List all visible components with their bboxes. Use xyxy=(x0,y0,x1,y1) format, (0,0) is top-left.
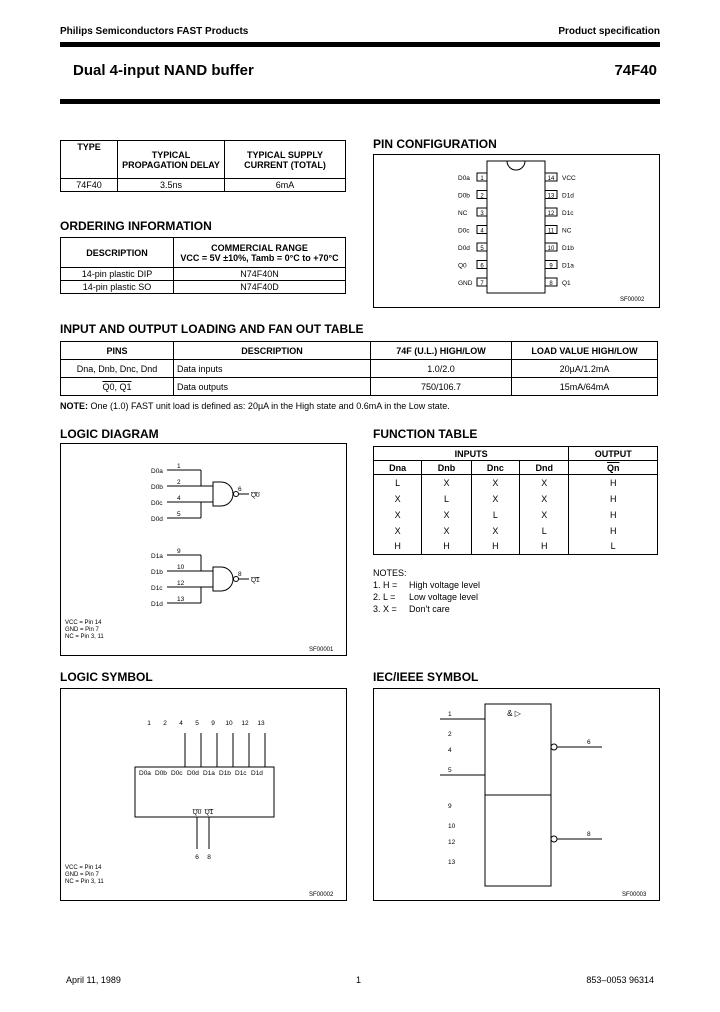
iec-negation-icon xyxy=(551,744,557,750)
iec-negation-icon xyxy=(551,836,557,842)
iec-symbol-box xyxy=(373,688,660,901)
loading-note-text: One (1.0) FAST unit load is defined as: 20µA in the High state and 0.6mA in the Low state. xyxy=(90,401,450,411)
ld-input-label: D0c xyxy=(151,500,163,507)
ft-cell: X xyxy=(422,523,471,539)
logic-symbol-box xyxy=(60,688,347,901)
ft-note-num: 2. xyxy=(373,592,381,602)
loading-title: INPUT AND OUTPUT LOADING AND FAN OUT TABLE xyxy=(60,322,364,336)
current-header: TYPICAL SUPPLY CURRENT (TOTAL) xyxy=(225,141,346,179)
logic-diagram-box xyxy=(60,443,347,656)
pin-number-right: 8 xyxy=(549,281,553,287)
ld-power-note: GND = Pin 7 xyxy=(65,627,99,633)
ft-row xyxy=(374,507,658,523)
loading-pins: Dna, Dnb, Dnc, Dnd xyxy=(61,360,174,378)
ft-row xyxy=(374,523,658,539)
loading-header-ul: 74F (U.L.) HIGH/LOW xyxy=(371,342,512,360)
ls-input-label: D0a xyxy=(139,770,151,777)
ft-cell: X xyxy=(374,507,422,523)
ld-input-pin: 1 xyxy=(177,463,181,470)
ls-input-pin: 13 xyxy=(257,720,265,727)
ls-code: SF00002 xyxy=(309,892,334,898)
ls-input-label: D0c xyxy=(171,770,183,777)
ld-output-pin: 8 xyxy=(238,571,242,578)
pin-config-code: SF00002 xyxy=(620,297,645,303)
ft-cell: X xyxy=(520,507,569,523)
loading-header-desc: DESCRIPTION xyxy=(174,342,371,360)
ld-input-pin: 10 xyxy=(177,564,185,571)
ls-input-label: D0d xyxy=(187,770,199,777)
ld-input-pin: 12 xyxy=(177,580,185,587)
ft-note-key: X = xyxy=(383,604,397,614)
loading-desc: Data inputs xyxy=(174,360,371,378)
iec-input-pin: 10 xyxy=(448,823,456,830)
ft-note-text: High voltage level xyxy=(409,580,481,590)
iec-input-pin: 12 xyxy=(448,839,456,846)
ls-input-label: D1a xyxy=(203,770,215,777)
ft-cell: X xyxy=(520,475,569,491)
loading-header-pins: PINS xyxy=(61,342,174,360)
loading-header-load: LOAD VALUE HIGH/LOW xyxy=(512,342,658,360)
ft-cell: X xyxy=(471,523,519,539)
logic-symbol-svg xyxy=(61,689,346,900)
ld-input-label: D0a xyxy=(151,468,163,475)
pin-label-right: D1a xyxy=(562,262,574,270)
type-cell: 74F40 xyxy=(61,179,118,192)
delay-cell: 3.5ns xyxy=(118,179,225,192)
ls-input-pin: 10 xyxy=(225,720,233,727)
pin-number-right: 13 xyxy=(547,193,555,200)
ft-col-header: Dnc xyxy=(471,461,519,475)
ordering-desc-header: DESCRIPTION xyxy=(61,238,174,268)
logic-diagram-svg xyxy=(61,444,346,655)
ft-col-header: $\overline{Qn}$ xyxy=(569,461,658,475)
pin-number-left: 2 xyxy=(480,193,484,200)
ls-input-pin: 5 xyxy=(195,720,199,727)
ld-input-pin: 5 xyxy=(177,511,181,518)
iec-input-pin: 2 xyxy=(448,731,452,738)
delay-header: TYPICAL PROPAGATION DELAY xyxy=(118,141,225,179)
ld-input-pin: 2 xyxy=(177,479,181,486)
pin-label-left: NC xyxy=(458,210,468,217)
ft-inputs-header: INPUTS xyxy=(374,447,569,461)
loading-pins: Q0, Q1 xyxy=(61,378,174,396)
ft-cell: L xyxy=(471,507,519,523)
iec-symbol-title: IEC/IEEE SYMBOL xyxy=(373,670,479,684)
ft-cell: L xyxy=(422,491,471,507)
header-doc-type: Product specification xyxy=(558,26,660,37)
ft-cell: L xyxy=(374,475,422,491)
ls-power-note: VCC = Pin 14 xyxy=(65,865,102,871)
ft-cell: X xyxy=(471,491,519,507)
pin-number-right: 10 xyxy=(547,246,555,252)
ft-cell: X xyxy=(422,475,471,491)
pin-number-right: 11 xyxy=(547,228,555,235)
ft-cell: H xyxy=(520,539,569,555)
pin-label-right: NC xyxy=(562,227,572,235)
ft-cell: H xyxy=(374,539,422,555)
ld-input-pin: 13 xyxy=(177,596,185,603)
pin-label-left: D0b xyxy=(458,192,470,200)
type-table xyxy=(60,140,346,192)
pin-config-diagram xyxy=(374,155,659,307)
loading-desc: Data outputs xyxy=(174,378,371,396)
ft-cell: H xyxy=(471,539,519,555)
pin-number-left: 3 xyxy=(480,211,484,217)
nand-gate-icon xyxy=(213,482,233,506)
iec-input-pin: 1 xyxy=(448,711,452,718)
header-rule-top xyxy=(60,42,660,47)
ld-input-label: D1b xyxy=(151,569,163,576)
iec-input-pin: 5 xyxy=(448,767,452,774)
ft-cell: X xyxy=(374,491,422,507)
ft-note-key: H = xyxy=(383,580,398,590)
ls-input-pin: 9 xyxy=(211,720,215,727)
pin-number-left: 5 xyxy=(480,246,484,252)
logic-symbol-title: LOGIC SYMBOL xyxy=(60,670,153,684)
ld-power-note: VCC = Pin 14 xyxy=(65,620,102,626)
ft-cell: H xyxy=(422,539,471,555)
iec-output-pin: 6 xyxy=(587,739,591,746)
ft-cell: X xyxy=(471,475,519,491)
ld-input-pin: 4 xyxy=(177,495,181,502)
pin-label-right: VCC xyxy=(562,175,576,182)
ld-input-pin: 9 xyxy=(177,548,181,555)
pin-number-right: 9 xyxy=(549,263,553,270)
ordering-row-code: N74F40N xyxy=(174,268,346,281)
ft-row xyxy=(374,475,658,491)
ordering-range-line1: COMMERCIAL RANGE xyxy=(211,242,308,253)
iec-output-pin: 8 xyxy=(587,831,591,838)
ls-output-pin: 6 xyxy=(195,854,199,861)
current-cell: 6mA xyxy=(225,179,346,192)
loading-table xyxy=(60,341,658,396)
pin-label-right: Q1 xyxy=(562,280,571,287)
ft-notes xyxy=(373,567,480,615)
ft-note-num: 3. xyxy=(373,604,381,614)
pin-label-left: D0c xyxy=(458,227,470,235)
pin-number-left: 6 xyxy=(480,263,484,270)
pin-label-left: D0a xyxy=(458,175,470,182)
iec-symbol-svg xyxy=(374,689,659,900)
ft-note-text: Low voltage level xyxy=(409,592,479,602)
loading-load: 15mA/64mA xyxy=(512,378,658,396)
function-table xyxy=(373,446,658,555)
ls-output-label: Q1 xyxy=(204,809,214,816)
pin-label-left: Q0 xyxy=(458,262,467,270)
footer-page: 1 xyxy=(356,975,362,985)
pin-config-title: PIN CONFIGURATION xyxy=(373,137,497,151)
pin-config-box xyxy=(373,154,660,308)
pin-label-left: GND xyxy=(458,280,473,287)
ld-power-note: NC = Pin 3, 11 xyxy=(65,634,104,640)
ld-input-label: D1d xyxy=(151,601,163,608)
ls-input-label: D1c xyxy=(235,770,247,777)
iec-code: SF00003 xyxy=(622,892,647,898)
ls-input-label: D1d xyxy=(251,770,263,777)
pin-number-left: 4 xyxy=(480,228,484,235)
ls-input-label: D0b xyxy=(155,770,167,777)
loading-note-label: NOTE: xyxy=(60,401,88,411)
footer-doc-number: 853–0053 96314 xyxy=(586,975,654,985)
ft-cell: X xyxy=(374,523,422,539)
ft-cell: H xyxy=(569,507,658,523)
ld-code: SF00001 xyxy=(309,647,334,653)
ft-note-key: L = xyxy=(383,592,396,602)
ls-output-label: Q0 xyxy=(192,809,202,816)
ft-cell: X xyxy=(520,491,569,507)
loading-load: 20µA/1.2mA xyxy=(512,360,658,378)
ft-cell: H xyxy=(569,523,658,539)
ft-note xyxy=(373,579,480,591)
function-table-title: FUNCTION TABLE xyxy=(373,427,478,441)
type-header: TYPE xyxy=(61,141,118,179)
loading-ul: 1.0/2.0 xyxy=(371,360,512,378)
ld-output-label: Q0 xyxy=(251,492,260,499)
ft-note-num: 1. xyxy=(373,580,381,590)
pin-number-right: 12 xyxy=(547,211,555,217)
header-rule-bottom xyxy=(60,99,660,104)
part-number: 74F40 xyxy=(614,62,657,79)
header-company: Philips Semiconductors FAST Products xyxy=(60,26,249,37)
ft-col-header: Dna xyxy=(374,461,422,475)
ordering-row-code: N74F40D xyxy=(174,281,346,294)
ft-col-header: Dnd xyxy=(520,461,569,475)
pin-number-right: 14 xyxy=(547,176,555,182)
page-title: Dual 4-input NAND buffer xyxy=(73,62,254,79)
ft-cell: X xyxy=(422,507,471,523)
pin-number-left: 1 xyxy=(480,176,484,182)
footer-date: April 11, 1989 xyxy=(66,975,121,985)
ft-cell: L xyxy=(520,523,569,539)
ls-output-pin: 8 xyxy=(207,854,211,861)
ls-power-note: GND = Pin 7 xyxy=(65,872,99,878)
logic-diagram-title: LOGIC DIAGRAM xyxy=(60,427,159,441)
ld-output-pin: 6 xyxy=(238,486,242,493)
ld-input-label: D1a xyxy=(151,553,163,560)
ft-cell: L xyxy=(569,539,658,555)
ordering-row-desc: 14-pin plastic SO xyxy=(61,281,174,294)
ld-input-label: D0b xyxy=(151,484,163,491)
ft-note xyxy=(373,591,480,603)
ft-note xyxy=(373,603,480,615)
ls-input-pin: 4 xyxy=(179,720,183,727)
pin-label-right: D1b xyxy=(562,245,574,252)
ls-input-pin: 2 xyxy=(163,720,167,727)
ls-input-pin: 1 xyxy=(147,720,151,727)
pin-label-right: D1d xyxy=(562,192,574,200)
ls-input-label: D1b xyxy=(219,770,231,777)
ft-output-header: OUTPUT xyxy=(569,447,658,461)
ld-input-label: D1c xyxy=(151,585,163,592)
iec-input-pin: 13 xyxy=(448,859,456,866)
ls-input-pin: 12 xyxy=(241,720,249,727)
ft-cell: H xyxy=(569,475,658,491)
ld-output-label: Q1 xyxy=(251,577,260,584)
ordering-row-desc: 14-pin plastic DIP xyxy=(61,268,174,281)
nand-gate-icon xyxy=(213,567,233,591)
ordering-range-line2: VCC = 5V ±10%, Tamb = 0°C to +70°C xyxy=(180,252,339,263)
ld-input-label: D0d xyxy=(151,516,163,523)
ft-note-text: Don't care xyxy=(409,604,450,614)
loading-ul: 750/106.7 xyxy=(371,378,512,396)
ft-col-header: Dnb xyxy=(422,461,471,475)
ls-power-note: NC = Pin 3, 11 xyxy=(65,879,104,885)
ft-notes-title: NOTES: xyxy=(373,568,407,578)
ft-cell: H xyxy=(569,491,658,507)
pin-number-left: 7 xyxy=(480,281,484,287)
ft-row xyxy=(374,491,658,507)
ordering-title: ORDERING INFORMATION xyxy=(60,219,212,233)
iec-gate-label: & ▷ xyxy=(507,709,521,718)
ordering-range-header xyxy=(174,238,346,268)
pin-label-right: D1c xyxy=(562,210,574,217)
iec-input-pin: 9 xyxy=(448,803,452,810)
iec-input-pin: 4 xyxy=(448,747,452,754)
ft-row xyxy=(374,539,658,555)
pin-label-left: D0d xyxy=(458,245,470,252)
loading-note xyxy=(60,401,450,411)
ordering-table xyxy=(60,237,346,294)
